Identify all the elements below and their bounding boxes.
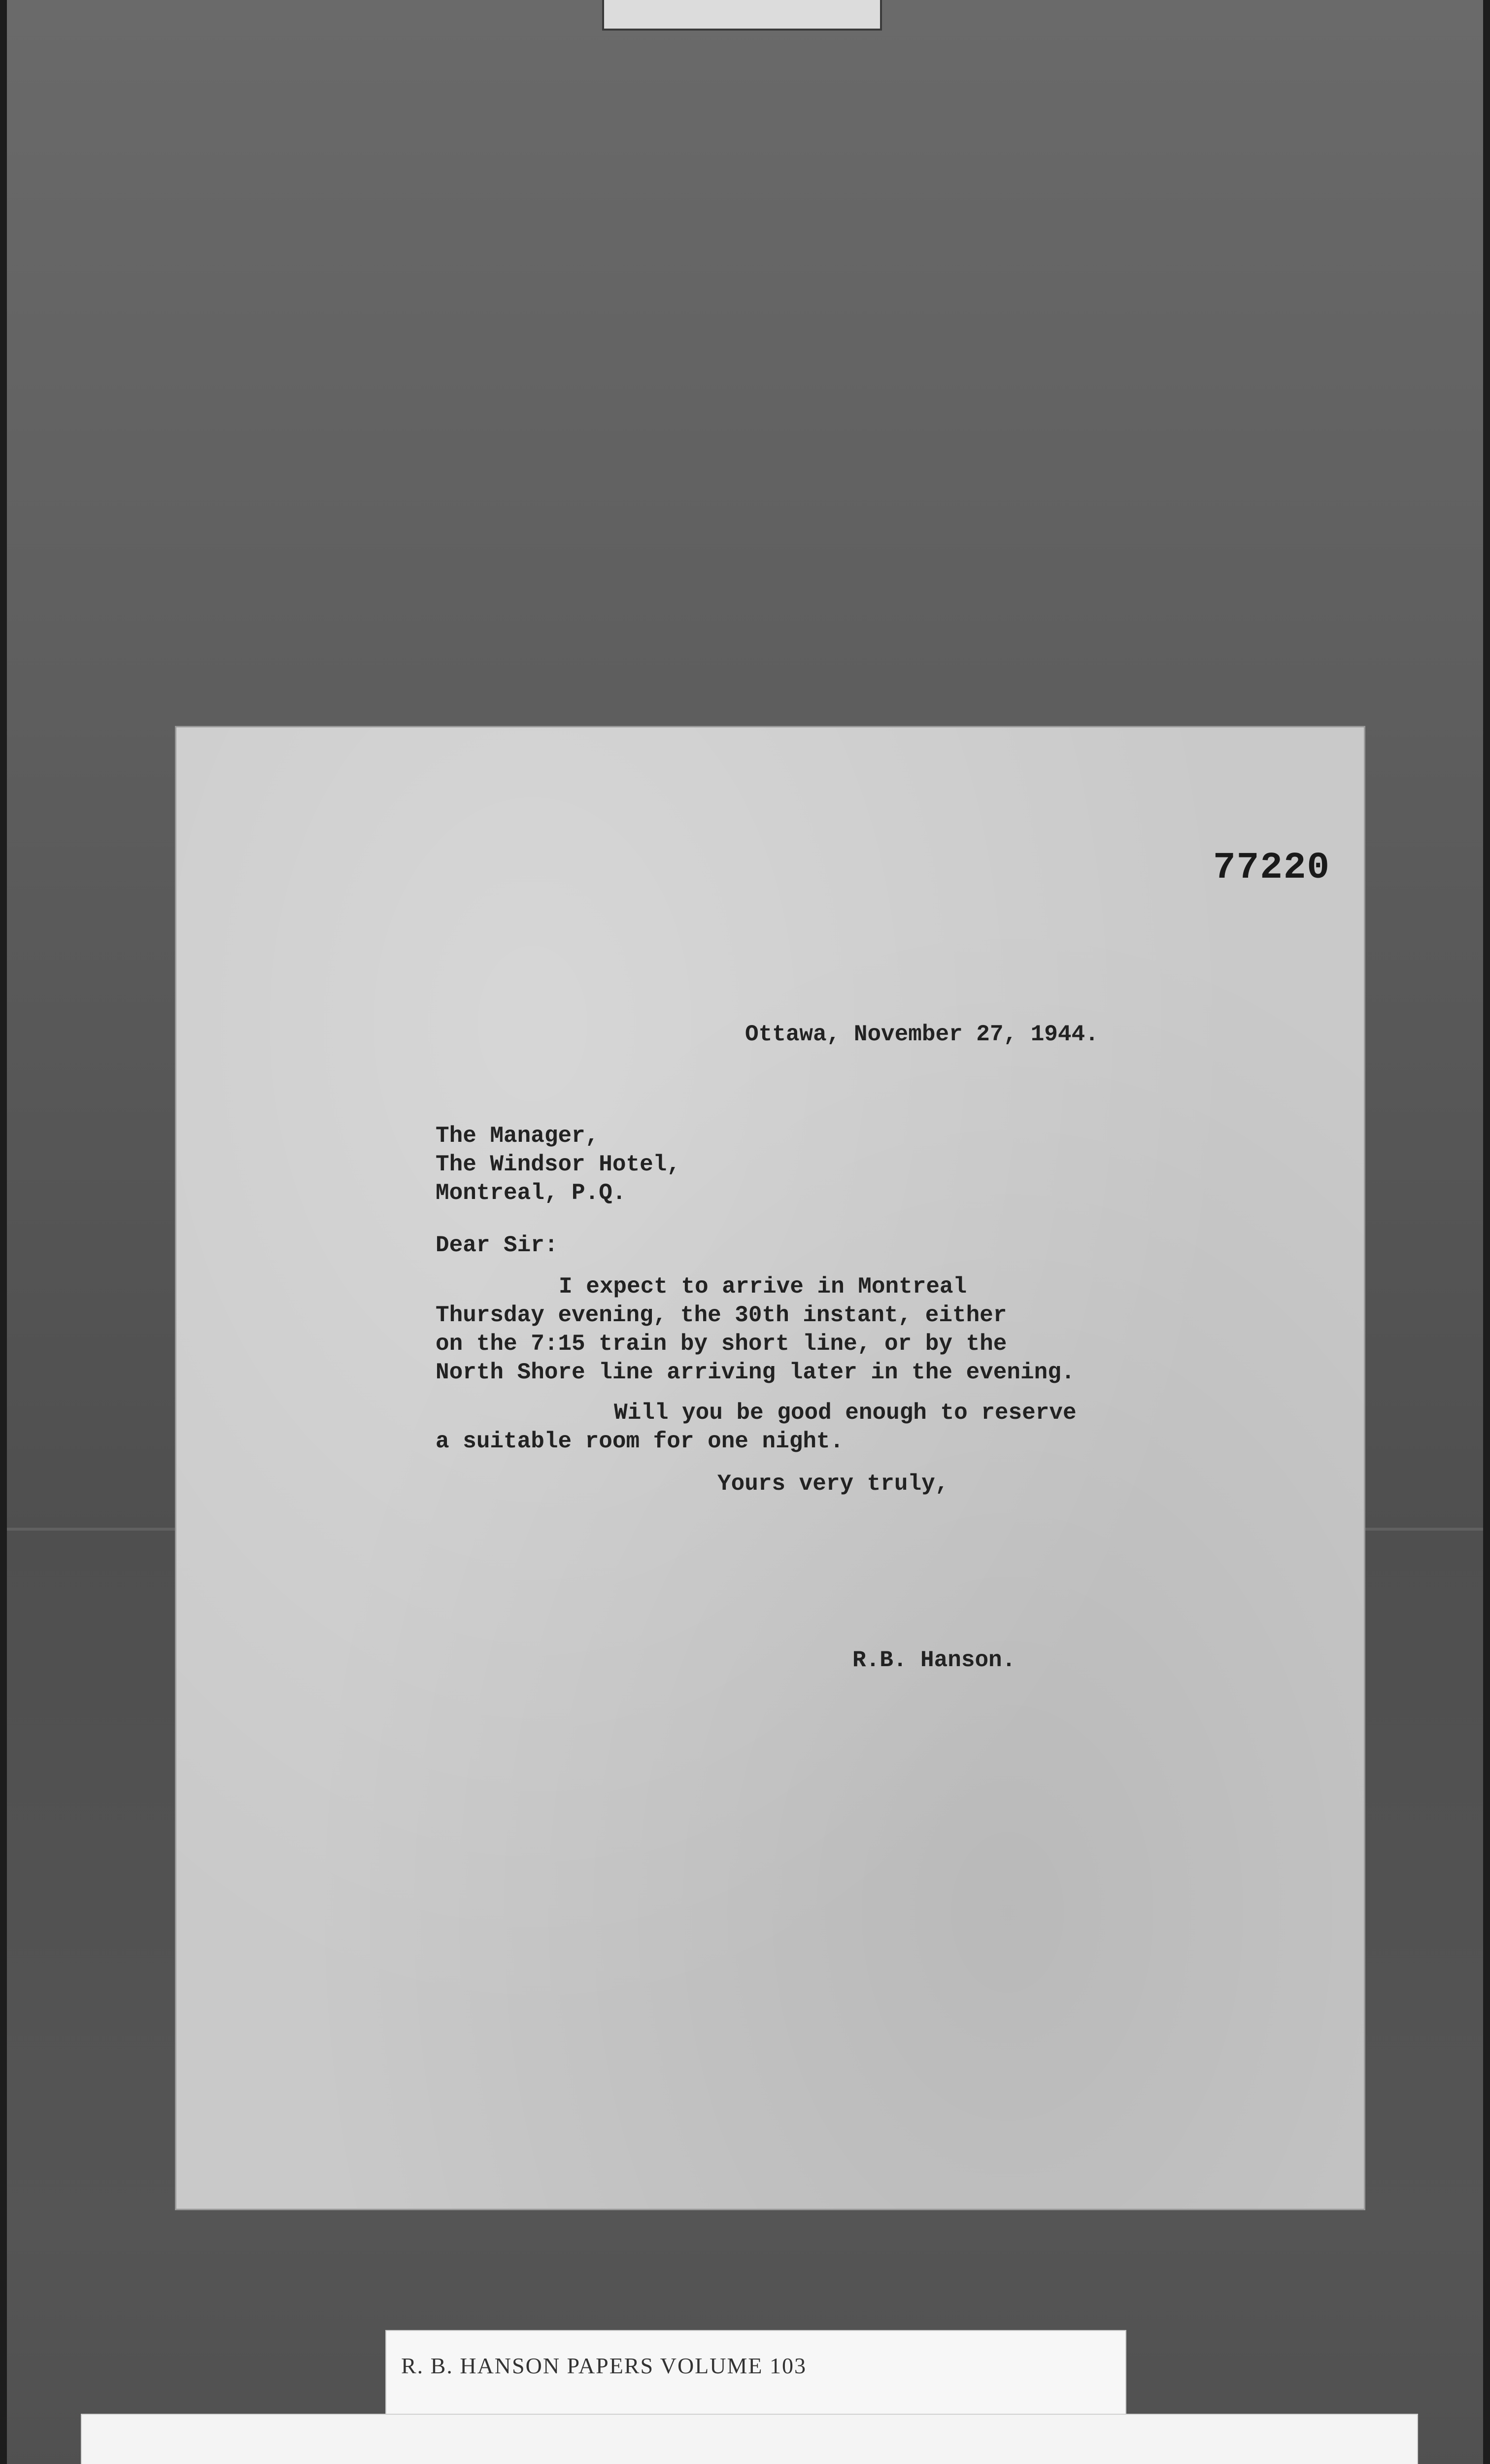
body-line: I expect to arrive in Montreal xyxy=(559,1274,967,1300)
body-line: a suitable room for one night. xyxy=(436,1429,844,1454)
date-line: Ottawa, November 27, 1944. xyxy=(745,1022,1099,1047)
volume-label xyxy=(386,2331,1125,2425)
film-edge-left xyxy=(0,0,7,2464)
document-number: 77220 xyxy=(1213,847,1331,889)
salutation: Dear Sir: xyxy=(436,1232,558,1258)
body-line: on the 7:15 train by short line, or by the xyxy=(436,1331,1007,1357)
body-line: Will you be good enough to reserve xyxy=(614,1400,1077,1426)
volume-label-text: R. B. HANSON PAPERS VOLUME 103 xyxy=(401,2353,807,2378)
body-line: Thursday evening, the 30th instant, either xyxy=(436,1302,1007,1328)
body-line: North Shore line arriving later in the evening. xyxy=(436,1360,1075,1385)
recipient-line: Montreal, P.Q. xyxy=(436,1180,626,1206)
top-tab xyxy=(602,0,882,31)
recipient-line: The Manager, xyxy=(436,1123,599,1149)
archives-card xyxy=(82,2415,1417,2464)
letter-page xyxy=(176,727,1364,2209)
film-edge-right xyxy=(1483,0,1490,2464)
closing: Yours very truly, xyxy=(717,1471,949,1497)
recipient-line: The Windsor Hotel, xyxy=(436,1152,680,1177)
signature: R.B. Hanson. xyxy=(852,1647,1016,1673)
